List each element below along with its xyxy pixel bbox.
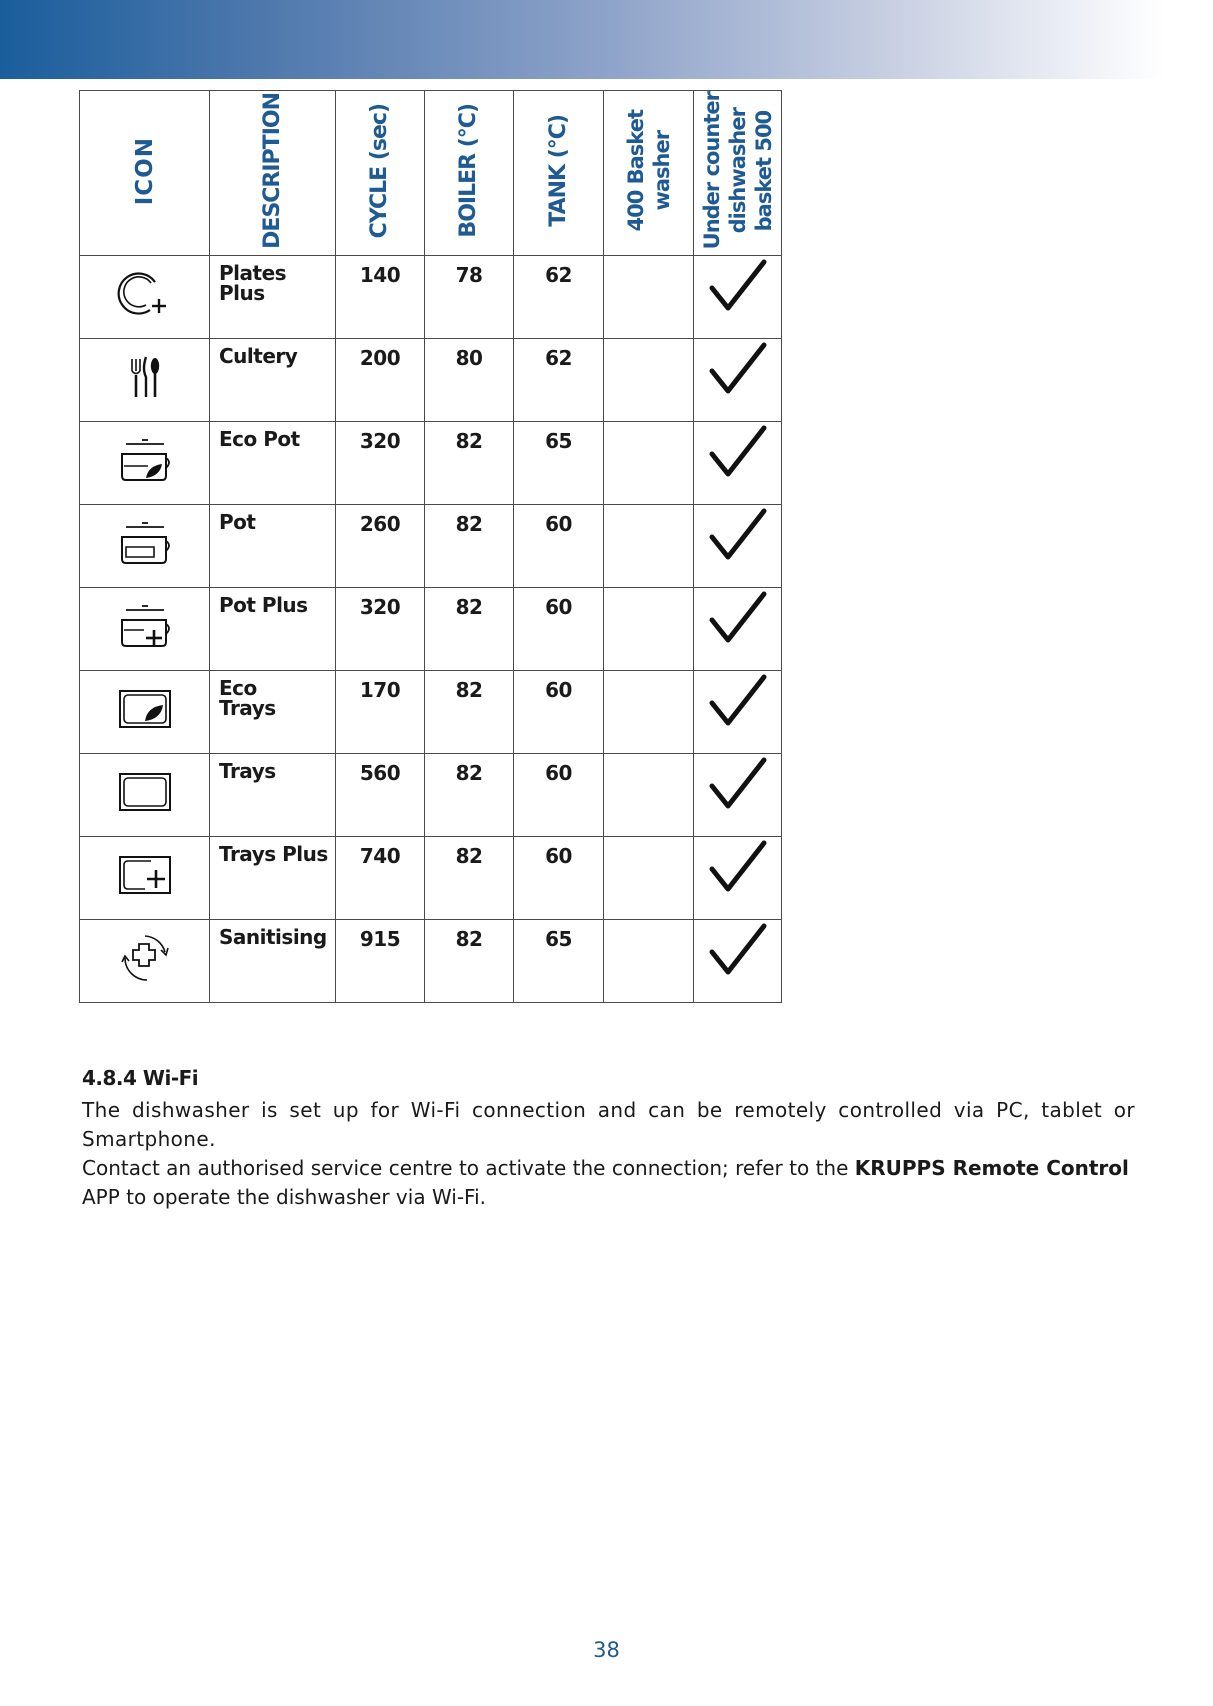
tank-cell: 60 [545, 678, 572, 702]
description-cell: Trays Plus [219, 842, 328, 866]
pot-plus-icon [114, 598, 176, 652]
table-row [80, 505, 782, 588]
basket400-cell [604, 671, 694, 754]
cycle-cell: 260 [359, 512, 401, 536]
description-cell: Eco Pot [219, 427, 300, 451]
cycle-cell: 740 [359, 844, 401, 868]
description-cell: Eco Trays [219, 676, 276, 720]
basket400-cell [604, 920, 694, 1003]
checkmark-icon [708, 341, 768, 397]
header-icon: ICON [80, 91, 210, 256]
basket400-cell [604, 505, 694, 588]
checkmark-icon [708, 507, 768, 563]
boiler-cell: 80 [455, 346, 483, 370]
header-description: DESCRIPTION [210, 91, 336, 256]
checkmark-icon [708, 258, 768, 314]
description-cell: Sanitising [219, 925, 327, 949]
wifi-section [82, 1066, 1135, 1212]
table-row [80, 671, 782, 754]
checkmark-icon [708, 839, 768, 895]
description-cell: Cultery [219, 344, 298, 368]
page-number: 38 [593, 1638, 620, 1662]
header-basket400: 400 Basket washer [604, 91, 694, 256]
description-cell: Pot Plus [219, 593, 308, 617]
table-header-row [80, 91, 782, 256]
eco-trays-icon [115, 681, 175, 735]
description-cell: Trays [219, 759, 276, 783]
program-table [79, 90, 782, 1003]
cycle-cell: 320 [359, 595, 401, 619]
basket400-cell [604, 588, 694, 671]
header-undercounter: Under counter dishwasher basket 500 [694, 91, 782, 256]
basket400-cell [604, 754, 694, 837]
eco-pot-icon [114, 432, 176, 486]
wifi-heading: 4.8.4 Wi-Fi [82, 1066, 199, 1090]
boiler-cell: 82 [455, 761, 483, 785]
basket400-cell [604, 837, 694, 920]
cycle-cell: 140 [359, 263, 401, 287]
table-row [80, 837, 782, 920]
table-row [80, 339, 782, 422]
boiler-cell: 82 [455, 678, 483, 702]
cutlery-icon [117, 349, 173, 403]
boiler-cell: 82 [455, 512, 483, 536]
tank-cell: 65 [545, 429, 572, 453]
tank-cell: 60 [545, 595, 572, 619]
basket400-cell [604, 339, 694, 422]
table-row [80, 422, 782, 505]
tank-cell: 60 [545, 761, 572, 785]
description-cell: Pot [219, 510, 256, 534]
checkmark-icon [708, 756, 768, 812]
cycle-cell: 170 [359, 678, 401, 702]
wifi-paragraph-2: Contact an authorised service centre to activate the connection; refer to the KRUPPS Remote Control APP to operate the dishwasher via Wi-Fi. [82, 1156, 1129, 1209]
boiler-cell: 78 [455, 263, 483, 287]
tank-cell: 65 [545, 927, 572, 951]
trays-plus-icon [115, 847, 175, 901]
cycle-cell: 200 [359, 346, 401, 370]
cycle-cell: 560 [359, 761, 401, 785]
checkmark-icon [708, 590, 768, 646]
cycle-cell: 320 [359, 429, 401, 453]
checkmark-icon [708, 673, 768, 729]
basket400-cell [604, 422, 694, 505]
tank-cell: 62 [545, 263, 572, 287]
sanitising-icon [115, 930, 175, 986]
tank-cell: 60 [545, 512, 572, 536]
checkmark-icon [708, 922, 768, 978]
basket400-cell [604, 256, 694, 339]
boiler-cell: 82 [455, 844, 483, 868]
cycle-cell: 915 [359, 927, 401, 951]
boiler-cell: 82 [455, 927, 483, 951]
app-name: KRUPPS Remote Control [854, 1156, 1129, 1180]
table-row [80, 754, 782, 837]
description-cell: Plates Plus [219, 261, 287, 305]
plates-plus-icon [117, 266, 173, 320]
tank-cell: 62 [545, 346, 572, 370]
wifi-paragraph-1: The dishwasher is set up for Wi-Fi connection and can be remotely controlled via PC, tablet or Smartphone. [82, 1098, 1135, 1151]
table-row [80, 588, 782, 671]
table-row [80, 920, 782, 1003]
header-boiler: BOILER (°C) [425, 91, 514, 256]
table-row [80, 256, 782, 339]
checkmark-icon [708, 424, 768, 480]
header-cycle: CYCLE (sec) [336, 91, 425, 256]
header-tank: TANK (°C) [514, 91, 604, 256]
pot-icon [114, 515, 176, 569]
boiler-cell: 82 [455, 429, 483, 453]
header-band [0, 0, 1213, 79]
tank-cell: 60 [545, 844, 572, 868]
trays-icon [115, 764, 175, 818]
boiler-cell: 82 [455, 595, 483, 619]
